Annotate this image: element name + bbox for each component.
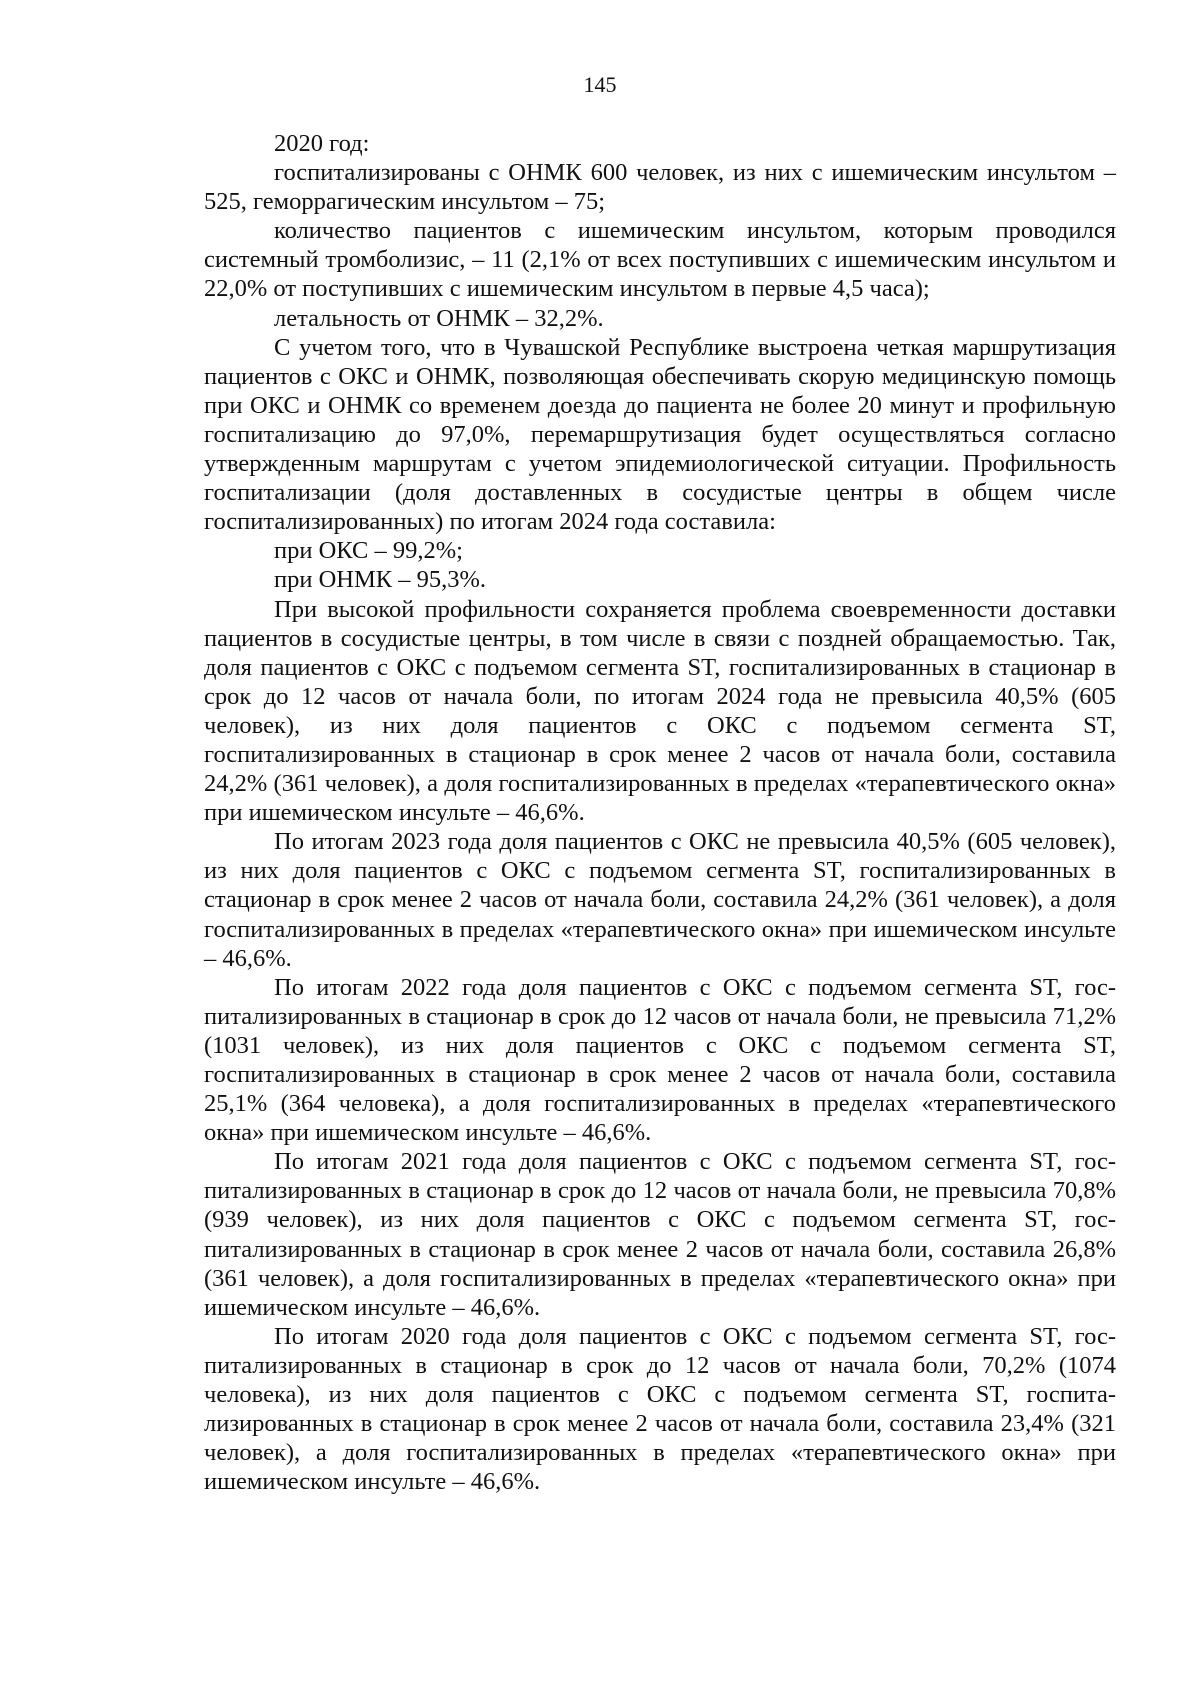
- paragraph: При высокой профильности сохраняется проблема своевременности доставки пациентов в сосудистые центры, в том числе в связи с поздней обращаемостью. Так, доля пациентов с ОКС с подъемом сегмента ST, госпитализированных в стационар в срок до 12 часов от начала боли, по итогам 2024 года не превысила 40,5% (605 человек), из них доля пациентов с ОКС с подъемом сегмента ST, госпитализированных в стационар в срок менее 2 часов от начала боли, составила 24,2% (361 человек), а доля госпитализированных в пределах «терапевтического окна» при ишемическом инсульте – 46,6%.: [204, 595, 1116, 827]
- paragraph: По итогам 2020 года доля пациентов с ОКС с подъемом сегмента ST, госпитализированных в стационар в срок до 12 часов от начала боли, 70,2% (1074 человека), из них доля пациентов с ОКС с подъемом сегмента ST, госпитализированных в стационар в срок менее 2 часов от начала боли, составила 23,4% (321 человек), а доля госпитализированных в пределах «терапевтического окна» при ишемическом инсульте – 46,6%.: [204, 1322, 1116, 1496]
- paragraph: 2020 год:: [274, 130, 370, 157]
- paragraph: По итогам 2022 года доля пациентов с ОКС с подъемом сегмента ST, госпитализированных в стационар в срок до 12 часов от начала боли, не превысила 71,2% (1031 человек), из них доля пациентов с ОКС с подъемом сегмента ST, госпитализированных в стационар в срок менее 2 часов от начала боли, составила 25,1% (364 человека), а доля госпитализированных в пределах «терапевтического окна» при ишемическом инсульте – 46,6%.: [204, 973, 1116, 1147]
- paragraph: По итогам 2021 года доля пациентов с ОКС с подъемом сегмента ST, госпитализированных в стационар в срок до 12 часов от начала боли, не превысила 70,8% (939 человек), из них доля пациентов с ОКС с подъемом сегмента ST, госпитализированных в стационар в срок менее 2 часов от начала боли, составила 26,8% (361 человек), а доля госпитализированных в пределах «терапевтического окна» при ишемическом инсульте – 46,6%.: [204, 1148, 1116, 1321]
- paragraph: С учетом того, что в Чувашской Республике выстроена четкая маршрутизация пациентов с ОКС и ОНМК, позволяющая обеспечивать скорую медицинскую помощь при ОКС и ОНМК со временем доезда до пациента не более 20 минут и профильную госпитализацию до 97,0%, перемаршрутизация будет осуществляться согласно утвержденным маршрутам с учетом эпидемиологической ситуации. Профильность госпитализации (доля доставленных в сосудистые центры в общем числе госпитализированных) по итогам 2024 года составила:: [204, 333, 1116, 536]
- paragraph: при ОКС – 99,2%;: [274, 537, 463, 565]
- paragraph: летальность от ОНМК – 32,2%.: [274, 304, 604, 332]
- paragraph: количество пациентов с ишемическим инсультом, которым проводился системный тромболизис, – 11 (2,1% от всех поступивших с ишемическим инсультом и 22,0% от поступивших с ишемическим инсультом в первые 4,5 часа);: [204, 217, 1116, 303]
- paragraph: госпитализированы с ОНМК 600 человек, из них с ишемическим инсультом – 525, геморрагическим инсультом – 75;: [204, 159, 1116, 216]
- paragraph: при ОНМК – 95,3%.: [274, 566, 487, 594]
- document-body: [204, 129, 1116, 1496]
- paragraph: По итогам 2023 года доля пациентов с ОКС не превысила 40,5% (605 человек), из них доля пациентов с ОКС с подъемом сегмента ST, госпитализированных в стационар в срок менее 2 часов от начала боли, составила 24,2% (361 человек), а доля госпитализированных в пределах «терапевтического окна» при ишемическом инсульте – 46,6%.: [204, 828, 1116, 972]
- page-number: 145: [583, 72, 617, 97]
